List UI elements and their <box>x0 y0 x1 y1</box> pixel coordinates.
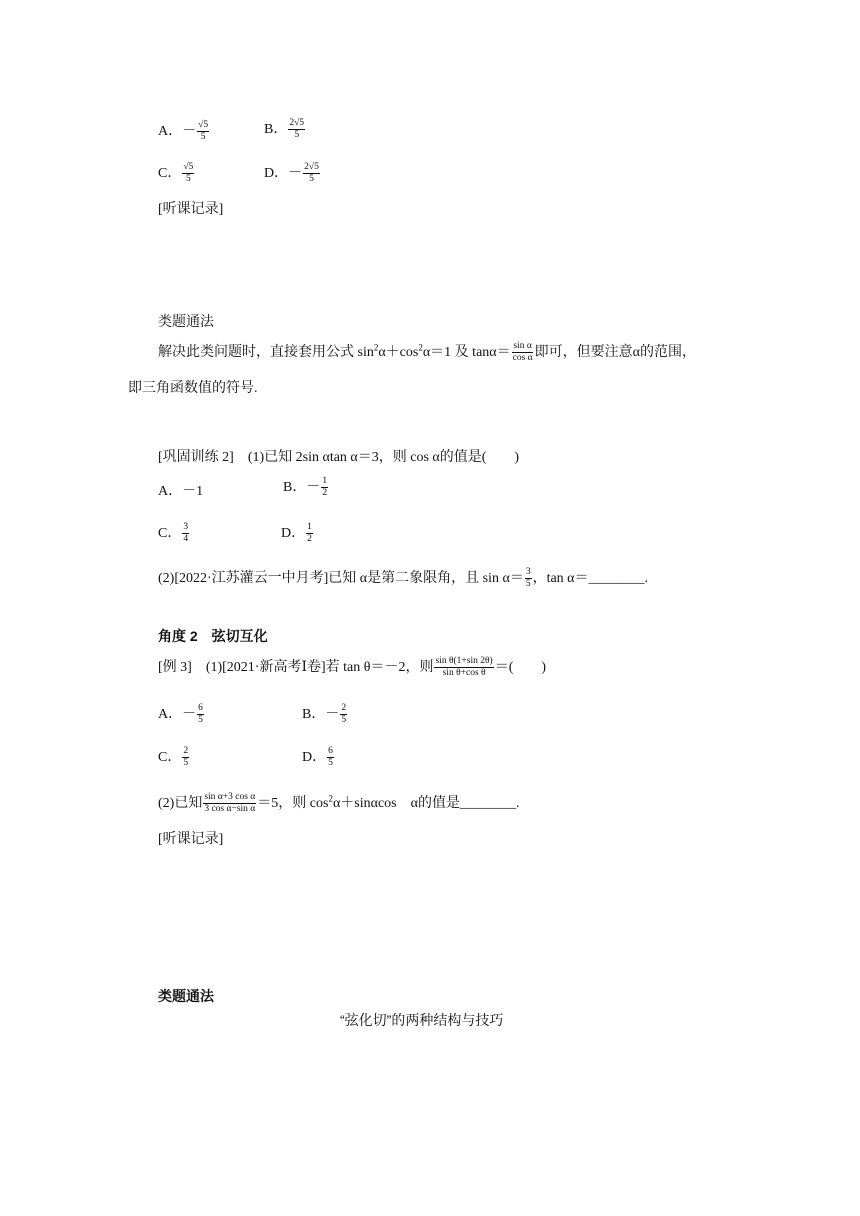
section-heading: 角度 2 弦切互化 <box>158 628 268 644</box>
fraction: $\frac{2}{5}$ <box>341 703 347 726</box>
listening-record-label: [听课记录] <box>158 832 224 847</box>
option-c: C． $\frac{√5}{5}$ <box>158 162 194 185</box>
fraction: $\frac{2√5}{5}$ <box>289 118 305 141</box>
example-3-question: [例 3] (1)[2021·新高考Ⅰ卷]若 tan θ＝－2，则 $\frac{\text{sin θ(1+sin 2θ)}}{\text{sin θ+cos θ}}$ ＝( ) <box>158 656 547 679</box>
fraction: $\frac{√5}{5}$ <box>198 120 209 143</box>
practice-option-a: A．－1 <box>158 484 204 499</box>
fraction: $\frac{\text{sin θ(1+sin 2θ)}}{\text{sin θ+cos θ}}$ <box>435 656 493 679</box>
method-title: 类题通法 <box>158 315 214 330</box>
fraction: $\frac{3}{5}$ <box>525 567 531 590</box>
practice-option-d: D． $\frac{1}{2}$ <box>281 522 312 545</box>
fraction: $\frac{\text{sin α+3 cos α}}{\text{3 cos α−sin α}}$ <box>204 792 256 815</box>
example-option-a: A．－ $\frac{6}{5}$ <box>158 703 203 726</box>
fraction: $\frac{1}{2}$ <box>307 522 312 545</box>
option-a: A．－ $\frac{√5}{5}$ <box>158 120 209 143</box>
listening-record-label: [听课记录] <box>158 202 224 217</box>
example-option-b: B．－ $\frac{2}{5}$ <box>302 703 347 726</box>
method-line-2: 即三角函数值的符号. <box>128 381 258 396</box>
practice-question-2: (2)[2022·江苏灌云一中月考]已知 α是第二象限角，且 sin α＝ $\frac{3}{5}$ ，tan α＝________. <box>158 567 649 590</box>
method-line-1: 解决此类问题时，直接套用公式 $\sin^2\alpha+\cos^2\alpha=1$ 及 tanα＝ $\frac{\text{sin α}}{\text{cos α}}$ 即可，但要注意α的范围， <box>158 341 696 364</box>
practice-option-c: C． $\frac{3}{4}$ <box>158 522 189 545</box>
example-question-2: (2)已知 $\frac{\text{sin α+3 cos α}}{\text{3 cos α−sin α}}$ ＝5，则 $\cos^2\alpha+\sin\alpha\cos$ α的值是________. <box>158 792 520 815</box>
example-option-d: D． $\frac{6}{5}$ <box>302 746 333 769</box>
practice-option-b: B．－ $\frac{1}{2}$ <box>283 476 328 499</box>
fraction: $\frac{1}{2}$ <box>322 476 328 499</box>
practice-question-1: [巩固训练 2] (1)已知 2sin αtan α＝3，则 cos α的值是( ) <box>158 450 520 465</box>
fraction: $\frac{2√5}{5}$ <box>304 162 319 185</box>
method-subtitle: “弦化切”的两种结构与技巧 <box>340 1012 504 1028</box>
option-b: B． $\frac{2√5}{5}$ <box>264 118 305 141</box>
option-d: D．－ $\frac{2√5}{5}$ <box>264 162 319 185</box>
example-option-c: C． $\frac{2}{5}$ <box>158 746 189 769</box>
method-title: 类题通法 <box>158 988 214 1004</box>
fraction: $\frac{6}{5}$ <box>198 703 203 726</box>
fraction: $\frac{\text{sin α}}{\text{cos α}}$ <box>512 341 533 364</box>
fraction: $\frac{6}{5}$ <box>328 746 333 769</box>
fraction: $\frac{√5}{5}$ <box>183 162 194 185</box>
fraction: $\frac{2}{5}$ <box>183 746 189 769</box>
fraction: $\frac{3}{4}$ <box>183 522 189 545</box>
